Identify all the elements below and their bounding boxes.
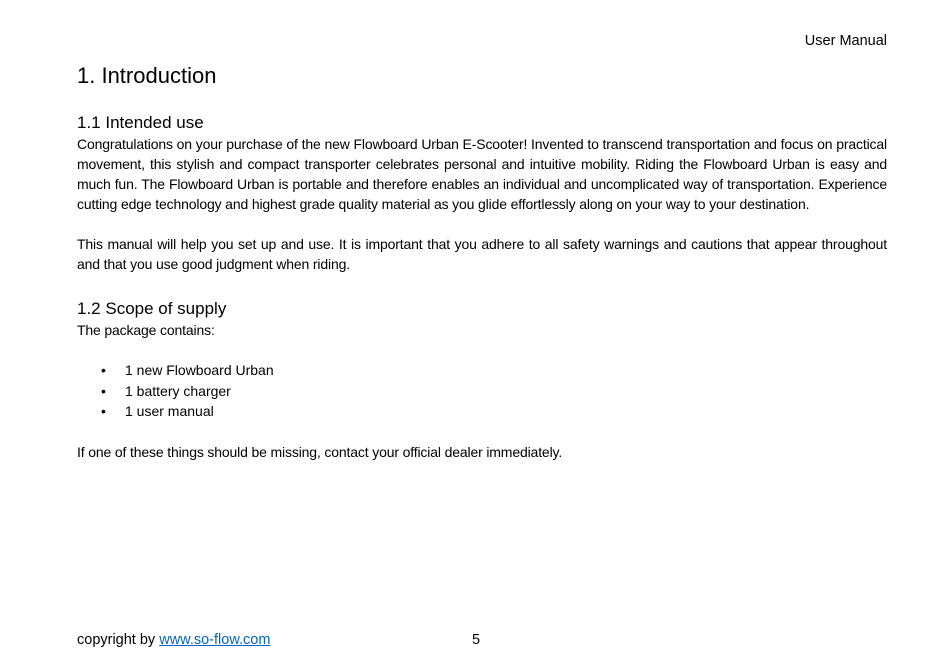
list-item <box>77 381 887 402</box>
supply-list <box>77 360 887 422</box>
section-heading-introduction: 1. Introduction <box>77 63 217 88</box>
bullet-icon: • <box>101 382 106 399</box>
document-body <box>77 60 887 462</box>
intended-use-paragraph-2: This manual will help you set up and use. It is important that you adhere to all safety warnings and cautions that appear throughout and that you use good judgment when riding. <box>77 236 887 272</box>
list-item-text: 1 user manual <box>125 403 214 419</box>
bullet-icon: • <box>101 362 106 378</box>
page-header-title: User Manual <box>804 33 887 49</box>
intended-use-paragraph-1: Congratulations on your purchase of the new Flowboard Urban E-Scooter! Invented to transcend transportation and focus on practical movement, this stylish and compact transporter celebrates personal and intuitive mobility. Riding the Flowboard Urban is easy and much fun. The Flowboard Urban is portable and therefore enables an individual and uncomplicated way of transportation. Experience cutting edge technology and highest grade quality material as you glide effortlessly along on your way to your destination. <box>77 136 887 212</box>
subsection-heading-scope-of-supply: 1.2 Scope of supply <box>77 299 227 318</box>
list-item <box>77 401 887 422</box>
scope-intro-text: The package contains: <box>77 322 215 338</box>
page-number: 5 <box>472 632 481 648</box>
subsection-heading-intended-use: 1.1 Intended use <box>77 113 204 132</box>
missing-items-note: If one of these things should be missing, contact your official dealer immediately. <box>77 443 563 460</box>
website-link[interactable]: www.so-flow.com <box>159 632 271 648</box>
copyright-prefix: copyright by <box>77 632 160 648</box>
list-item-text: 1 new Flowboard Urban <box>125 362 274 378</box>
list-item <box>77 360 887 381</box>
bullet-icon: • <box>101 403 106 419</box>
list-item-text: 1 battery charger <box>125 382 231 399</box>
footer-copyright <box>77 632 270 648</box>
